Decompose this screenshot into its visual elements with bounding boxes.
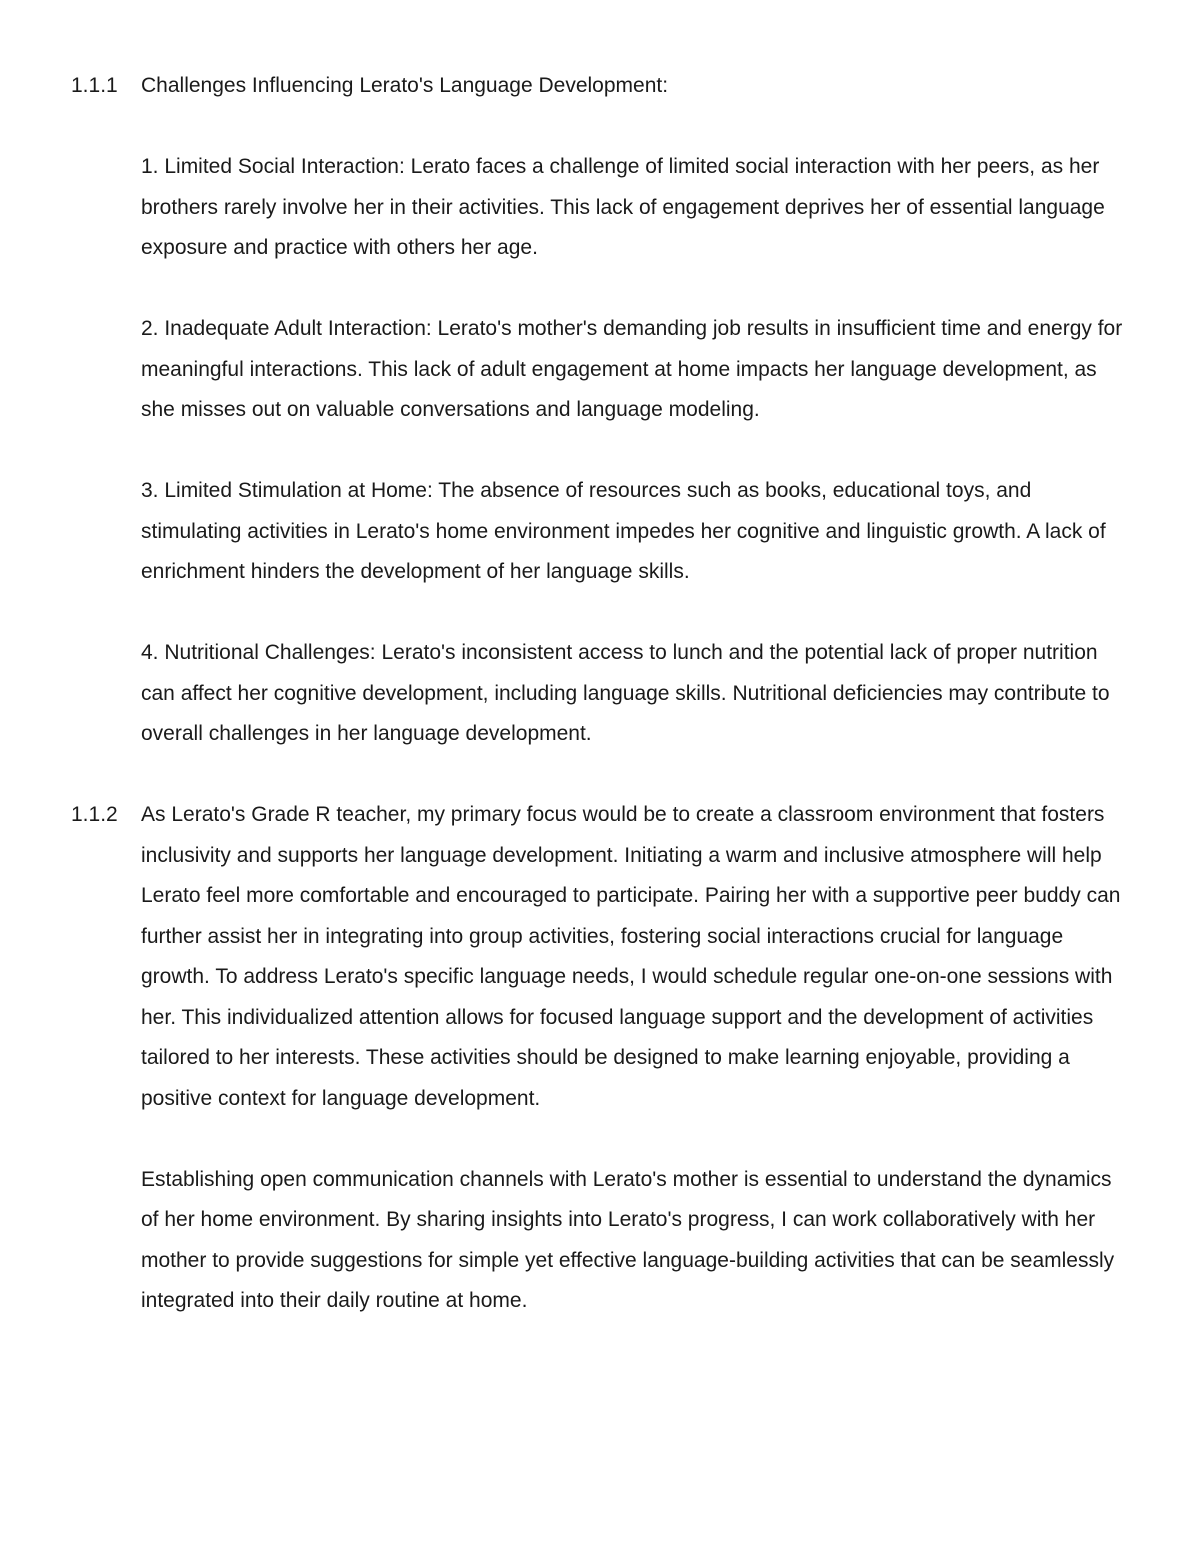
challenge-item: 1. Limited Social Interaction: Lerato faces a challenge of limited social interaction with her peers, as her brothers rarely involve her in their activities. This lack of engagement deprives her of essential language exposure and practice with others her age. bbox=[141, 155, 1105, 259]
body-paragraph: Establishing open communication channels with Lerato's mother is essential to understand the dynamics of her home environment. By sharing insights into Lerato's progress, I can work collaboratively with her mother to provide suggestions for simple yet effective language-building activities that can be seamlessly integrated into their daily routine at home. bbox=[141, 1167, 1115, 1312]
section-number: 1.1.2 bbox=[71, 803, 118, 826]
section-body bbox=[141, 795, 1131, 1322]
section-number: 1.1.1 bbox=[71, 74, 118, 97]
challenge-item: 4. Nutritional Challenges: Lerato's inconsistent access to lunch and the potential lack of proper nutrition can affect her cognitive development, including language skills. Nutritional deficiencies may contribute to overall challenges in her language development. bbox=[141, 641, 1110, 745]
section-body bbox=[141, 66, 1131, 755]
challenge-item: 2. Inadequate Adult Interaction: Lerato's mother's demanding job results in insufficient time and energy for meaningful interactions. This lack of adult engagement at home impacts her language development, as she misses out on valuable conversations and language modeling. bbox=[141, 317, 1123, 421]
section-heading: Challenges Influencing Lerato's Language Development: bbox=[141, 74, 669, 97]
body-paragraph: As Lerato's Grade R teacher, my primary focus would be to create a classroom environment that fosters inclusivity and supports her language development. Initiating a warm and inclusive atmosphere will help Lerato feel more comfortable and encouraged to participate. Pairing her with a supportive peer buddy can further assist her in integrating into group activities, fostering social interactions crucial for language growth. To address Lerato's specific language needs, I would schedule regular one-on-one sessions with her. This individualized attention allows for focused language support and the development of activities tailored to her interests. These activities should be designed to make learning enjoyable, providing a positive context for language development. bbox=[141, 803, 1121, 1110]
challenge-item: 3. Limited Stimulation at Home: The absence of resources such as books, educational toys, and stimulating activities in Lerato's home environment impedes her cognitive and linguistic growth. A lack of enrichment hinders the development of her language skills. bbox=[141, 479, 1106, 583]
